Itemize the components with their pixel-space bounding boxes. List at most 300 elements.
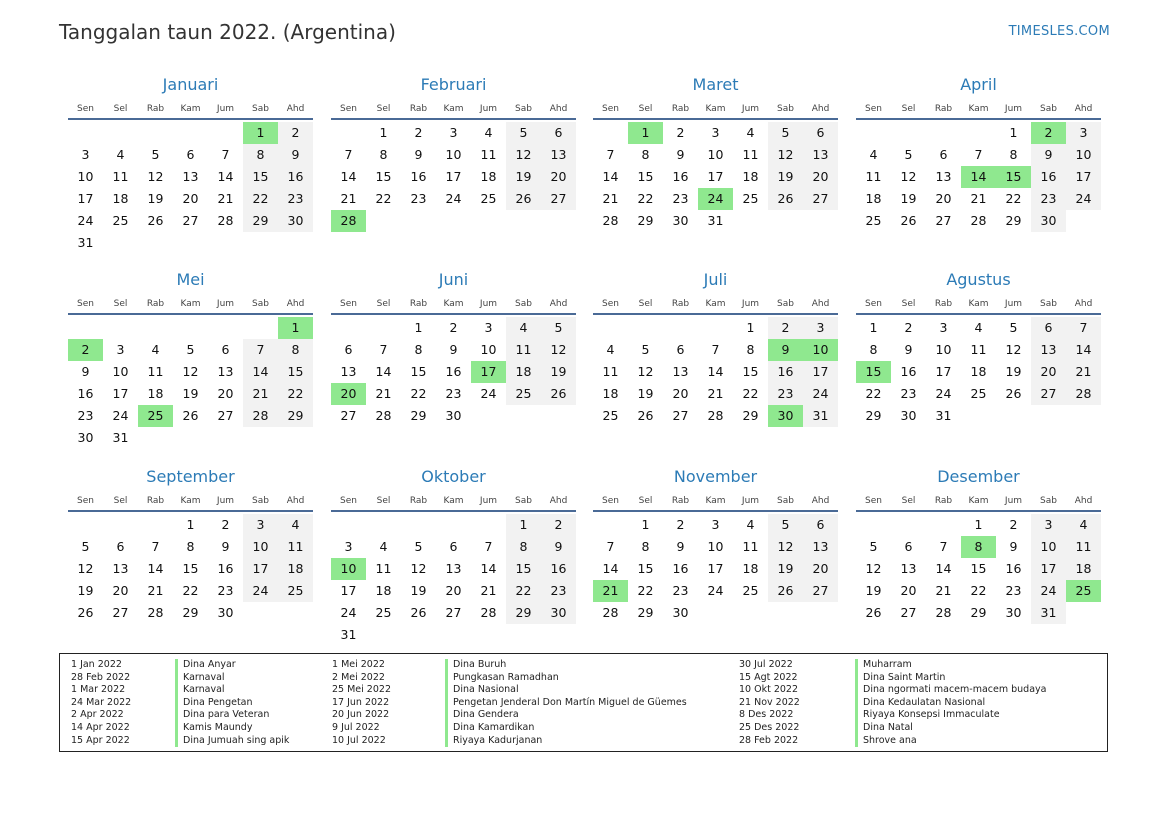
- day-cell: 26: [541, 383, 576, 405]
- week-row: [593, 361, 838, 383]
- day-cell: 20: [935, 191, 952, 206]
- day-cell: 30: [278, 210, 313, 232]
- day-cell: 28: [375, 408, 392, 423]
- day-cell: 12: [541, 339, 576, 361]
- holiday-date: 8 Des 2022: [739, 709, 794, 721]
- day-cell: 31: [340, 627, 357, 642]
- day-cell: 16: [768, 361, 803, 383]
- day-cell: 10: [480, 342, 497, 357]
- week-row: [856, 405, 1101, 427]
- day-cell: 4: [506, 317, 541, 339]
- empty-day-cell: [436, 514, 471, 536]
- day-cell: 3: [116, 342, 125, 357]
- weekday-label: Jum: [1004, 104, 1023, 114]
- day-cell: 28: [480, 605, 497, 620]
- weekday-header: [68, 295, 313, 315]
- month-april: [856, 73, 1101, 232]
- weekday-label: Sab: [777, 299, 794, 309]
- weekday-label: Sen: [340, 496, 357, 506]
- day-cell: 29: [182, 605, 199, 620]
- day-cell: 26: [900, 213, 917, 228]
- holiday-name: Dina Pengetan: [175, 697, 289, 710]
- weekday-label: Rab: [671, 299, 690, 309]
- day-cell: 15: [742, 364, 759, 379]
- day-cell: 27: [672, 408, 689, 423]
- empty-day-cell: [208, 317, 243, 339]
- weekday-label: Jum: [1004, 299, 1023, 309]
- month-name: September: [146, 467, 235, 486]
- site-link[interactable]: TIMESLES.COM: [1008, 24, 1110, 39]
- week-row: [68, 232, 313, 254]
- day-cell: 21: [480, 583, 497, 598]
- day-cell: 14: [217, 169, 234, 184]
- empty-day-cell: [506, 405, 541, 427]
- day-cell: 19: [768, 166, 803, 188]
- weekday-label: Sab: [515, 104, 532, 114]
- day-cell: 7: [243, 339, 278, 361]
- month-name: Juni: [438, 270, 469, 289]
- month-name: Desember: [937, 467, 1020, 486]
- day-cell: 28: [602, 213, 619, 228]
- day-cell: 31: [935, 408, 952, 423]
- holiday-date: 1 Jan 2022: [71, 659, 122, 670]
- day-cell: 15: [970, 561, 987, 576]
- holiday-name: Muharram: [855, 659, 1046, 672]
- week-row: [856, 339, 1101, 361]
- week-row: [331, 144, 576, 166]
- day-cell: 29: [278, 405, 313, 427]
- holiday-day-cell: 30: [768, 405, 803, 427]
- weekday-label: Sel: [901, 104, 916, 114]
- empty-day-cell: [698, 602, 733, 624]
- day-cell: 18: [506, 361, 541, 383]
- day-cell: 24: [445, 191, 462, 206]
- holiday-day-cell: 21: [593, 580, 628, 602]
- weekday-label: Sel: [113, 496, 128, 506]
- day-cell: 3: [81, 147, 90, 162]
- weekday-label: Ahd: [811, 496, 830, 506]
- weekday-header: [593, 492, 838, 512]
- day-cell: 7: [939, 539, 948, 554]
- day-cell: 8: [278, 339, 313, 361]
- day-cell: 13: [935, 169, 952, 184]
- day-cell: 15: [410, 364, 427, 379]
- day-cell: 17: [707, 561, 724, 576]
- day-cell: 17: [1031, 558, 1066, 580]
- weekday-header: [593, 100, 838, 120]
- weekday-label: Kam: [968, 299, 989, 309]
- day-cell: 29: [1005, 213, 1022, 228]
- week-row: [331, 166, 576, 188]
- weekday-label: Ahd: [811, 104, 830, 114]
- day-cell: 12: [147, 169, 164, 184]
- empty-day-cell: [138, 317, 173, 339]
- day-cell: 18: [278, 558, 313, 580]
- week-row: [68, 361, 313, 383]
- week-row: [593, 405, 838, 427]
- weekday-label: Rab: [934, 299, 953, 309]
- month-name: Maret: [692, 75, 739, 94]
- weekday-label: Sel: [638, 496, 653, 506]
- day-cell: 15: [182, 561, 199, 576]
- week-row: [68, 166, 313, 188]
- day-cell: 19: [900, 191, 917, 206]
- empty-day-cell: [663, 317, 698, 339]
- day-cell: 25: [112, 213, 129, 228]
- week-row: [331, 536, 576, 558]
- holiday-day-cell: 1: [243, 122, 278, 144]
- empty-day-cell: [138, 122, 173, 144]
- day-cell: 9: [541, 536, 576, 558]
- day-cell: 7: [484, 539, 493, 554]
- weekday-label: Kam: [705, 496, 726, 506]
- day-cell: 15: [243, 166, 278, 188]
- weekday-label: Rab: [934, 104, 953, 114]
- week-row: [593, 602, 838, 624]
- holiday-day-cell: 8: [961, 536, 996, 558]
- week-row: [593, 580, 838, 602]
- day-cell: 27: [803, 580, 838, 602]
- week-row: [68, 144, 313, 166]
- day-cell: 19: [77, 583, 94, 598]
- day-cell: 22: [637, 191, 654, 206]
- week-row: [856, 383, 1101, 405]
- empty-day-cell: [436, 210, 471, 232]
- empty-day-cell: [68, 514, 103, 536]
- day-cell: 17: [1066, 166, 1101, 188]
- weekday-header: [593, 295, 838, 315]
- day-cell: 20: [672, 386, 689, 401]
- month-agustus: [856, 268, 1101, 427]
- weekday-label: Sab: [1040, 104, 1057, 114]
- day-cell: 23: [672, 583, 689, 598]
- day-cell: 5: [904, 147, 913, 162]
- weekday-label: Sab: [252, 299, 269, 309]
- day-cell: 6: [186, 147, 195, 162]
- day-cell: 13: [112, 561, 129, 576]
- day-cell: 4: [746, 517, 755, 532]
- holiday-name: Pungkasan Ramadhan: [445, 672, 687, 685]
- empty-day-cell: [961, 405, 996, 427]
- day-cell: 14: [147, 561, 164, 576]
- weekday-label: Sen: [340, 299, 357, 309]
- week-row: [331, 514, 576, 536]
- day-cell: 16: [410, 169, 427, 184]
- day-cell: 14: [243, 361, 278, 383]
- week-row: [331, 339, 576, 361]
- day-cell: 25: [865, 213, 882, 228]
- holiday-name: Dina para Veteran: [175, 709, 289, 722]
- weekday-label: Rab: [146, 104, 165, 114]
- empty-day-cell: [173, 317, 208, 339]
- weekday-label: Ahd: [549, 299, 568, 309]
- day-cell: 2: [676, 517, 685, 532]
- day-cell: 15: [637, 561, 654, 576]
- weekday-label: Sen: [340, 104, 357, 114]
- holiday-day-cell: 25: [138, 405, 173, 427]
- day-cell: 14: [375, 364, 392, 379]
- month-name: Agustus: [946, 270, 1011, 289]
- weekday-label: Sen: [865, 104, 882, 114]
- day-cell: 10: [1066, 144, 1101, 166]
- day-cell: 26: [506, 188, 541, 210]
- weekday-label: Sel: [638, 104, 653, 114]
- weekday-label: Sen: [602, 299, 619, 309]
- day-cell: 30: [900, 408, 917, 423]
- day-cell: 25: [742, 191, 759, 206]
- day-cell: 27: [182, 213, 199, 228]
- day-cell: 19: [182, 386, 199, 401]
- day-cell: 12: [768, 536, 803, 558]
- day-cell: 8: [506, 536, 541, 558]
- day-cell: 7: [221, 147, 230, 162]
- day-cell: 3: [449, 125, 458, 140]
- day-cell: 11: [742, 147, 759, 162]
- week-row: [856, 580, 1101, 602]
- week-row: [856, 602, 1101, 624]
- holiday-name: Kamis Maundy: [175, 722, 289, 735]
- day-cell: 24: [340, 605, 357, 620]
- week-row: [856, 536, 1101, 558]
- day-cell: 2: [449, 320, 458, 335]
- day-cell: 25: [278, 580, 313, 602]
- day-cell: 5: [186, 342, 195, 357]
- holiday-name: Dina Jumuah sing apik: [175, 735, 289, 748]
- empty-day-cell: [208, 427, 243, 449]
- day-cell: 11: [278, 536, 313, 558]
- empty-day-cell: [208, 122, 243, 144]
- day-cell: 4: [869, 147, 878, 162]
- day-cell: 18: [970, 364, 987, 379]
- day-cell: 12: [182, 364, 199, 379]
- day-cell: 1: [1009, 125, 1018, 140]
- weekday-label: Ahd: [549, 104, 568, 114]
- empty-day-cell: [401, 624, 436, 646]
- day-cell: 22: [506, 580, 541, 602]
- day-cell: 5: [506, 122, 541, 144]
- week-row: [331, 188, 576, 210]
- weekday-label: Ahd: [811, 299, 830, 309]
- month-juli: [593, 268, 838, 427]
- empty-day-cell: [733, 210, 768, 232]
- empty-day-cell: [698, 317, 733, 339]
- day-cell: 30: [1005, 605, 1022, 620]
- holiday-date: 2 Mei 2022: [332, 671, 385, 683]
- day-cell: 27: [217, 408, 234, 423]
- day-cell: 18: [742, 169, 759, 184]
- weekday-label: Jum: [741, 104, 760, 114]
- holiday-date: 14 Apr 2022: [71, 721, 130, 733]
- day-cell: 11: [865, 169, 882, 184]
- day-cell: 17: [445, 169, 462, 184]
- empty-day-cell: [208, 232, 243, 254]
- day-cell: 18: [480, 169, 497, 184]
- day-cell: 24: [480, 386, 497, 401]
- empty-day-cell: [366, 624, 401, 646]
- day-cell: 23: [672, 191, 689, 206]
- day-cell: 19: [637, 386, 654, 401]
- day-cell: 18: [602, 386, 619, 401]
- weekday-label: Sen: [865, 299, 882, 309]
- day-cell: 4: [746, 125, 755, 140]
- weekday-label: Sen: [602, 104, 619, 114]
- day-cell: 21: [147, 583, 164, 598]
- holiday-date: 25 Des 2022: [739, 721, 800, 733]
- empty-day-cell: [891, 122, 926, 144]
- day-cell: 7: [606, 147, 615, 162]
- day-cell: 26: [147, 213, 164, 228]
- day-cell: 22: [970, 583, 987, 598]
- day-cell: 6: [803, 122, 838, 144]
- empty-day-cell: [856, 514, 891, 536]
- day-cell: 14: [1066, 339, 1101, 361]
- holiday-date: 21 Nov 2022: [739, 696, 800, 708]
- day-cell: 29: [637, 605, 654, 620]
- day-cell: 10: [707, 147, 724, 162]
- holiday-day-cell: 15: [856, 361, 891, 383]
- weekday-label: Jum: [741, 496, 760, 506]
- day-cell: 11: [742, 539, 759, 554]
- day-cell: 29: [970, 605, 987, 620]
- holiday-name: Pengetan Jenderal Don Martín Miguel de Güemes: [445, 697, 687, 710]
- holiday-day-cell: 9: [768, 339, 803, 361]
- holiday-date: 10 Okt 2022: [739, 684, 799, 696]
- day-cell: 22: [1005, 191, 1022, 206]
- month-november: [593, 465, 838, 624]
- day-cell: 17: [112, 386, 129, 401]
- day-cell: 18: [1066, 558, 1101, 580]
- weekday-label: Kam: [968, 104, 989, 114]
- day-cell: 17: [707, 169, 724, 184]
- holiday-date: 9 Jul 2022: [332, 721, 380, 733]
- holiday-name: Dina ngormati macem-macem budaya: [855, 684, 1046, 697]
- day-cell: 21: [602, 191, 619, 206]
- month-name: Oktober: [421, 467, 486, 486]
- day-cell: 27: [935, 213, 952, 228]
- day-cell: 9: [676, 539, 685, 554]
- empty-day-cell: [331, 514, 366, 536]
- empty-day-cell: [471, 514, 506, 536]
- weekday-label: Ahd: [1074, 104, 1093, 114]
- day-cell: 6: [803, 514, 838, 536]
- holiday-date: 30 Jul 2022: [739, 659, 793, 670]
- day-cell: 16: [672, 169, 689, 184]
- day-cell: 16: [278, 166, 313, 188]
- weekday-label: Sab: [1040, 299, 1057, 309]
- day-cell: 3: [243, 514, 278, 536]
- day-cell: 9: [221, 539, 230, 554]
- day-cell: 23: [768, 383, 803, 405]
- legend-col-3-dates: [739, 659, 800, 747]
- day-cell: 18: [375, 583, 392, 598]
- empty-day-cell: [926, 122, 961, 144]
- weekday-label: Sab: [515, 496, 532, 506]
- day-cell: 30: [217, 605, 234, 620]
- day-cell: 9: [449, 342, 458, 357]
- empty-day-cell: [768, 602, 803, 624]
- week-row: [593, 514, 838, 536]
- day-cell: 10: [445, 147, 462, 162]
- weekday-label: Sel: [113, 104, 128, 114]
- day-cell: 6: [1031, 317, 1066, 339]
- weekday-header: [331, 295, 576, 315]
- weekday-label: Rab: [671, 104, 690, 114]
- week-row: [856, 558, 1101, 580]
- week-row: [593, 536, 838, 558]
- day-cell: 6: [676, 342, 685, 357]
- day-cell: 7: [606, 539, 615, 554]
- week-row: [68, 536, 313, 558]
- holiday-day-cell: 1: [278, 317, 313, 339]
- day-cell: 20: [445, 583, 462, 598]
- week-row: [68, 210, 313, 232]
- week-row: [856, 210, 1101, 232]
- day-cell: 17: [935, 364, 952, 379]
- week-row: [68, 317, 313, 339]
- day-cell: 4: [278, 514, 313, 536]
- weekday-label: Jum: [479, 299, 498, 309]
- holiday-date: 15 Agt 2022: [739, 671, 798, 683]
- empty-day-cell: [471, 405, 506, 427]
- empty-day-cell: [1066, 405, 1101, 427]
- holiday-name: Karnaval: [175, 684, 289, 697]
- day-cell: 1: [186, 517, 195, 532]
- day-cell: 22: [182, 583, 199, 598]
- empty-day-cell: [173, 122, 208, 144]
- holiday-date: 28 Feb 2022: [71, 671, 131, 683]
- day-cell: 21: [217, 191, 234, 206]
- day-cell: 16: [217, 561, 234, 576]
- day-cell: 20: [803, 558, 838, 580]
- weekday-label: Rab: [409, 299, 428, 309]
- day-cell: 26: [865, 605, 882, 620]
- day-cell: 29: [637, 213, 654, 228]
- day-cell: 25: [375, 605, 392, 620]
- weekday-label: Sel: [638, 299, 653, 309]
- day-cell: 12: [410, 561, 427, 576]
- empty-day-cell: [768, 210, 803, 232]
- day-cell: 21: [970, 191, 987, 206]
- day-cell: 2: [904, 320, 913, 335]
- day-cell: 4: [1066, 514, 1101, 536]
- week-row: [331, 558, 576, 580]
- day-cell: 30: [77, 430, 94, 445]
- week-row: [68, 514, 313, 536]
- weekday-label: Sel: [901, 299, 916, 309]
- day-cell: 8: [414, 342, 423, 357]
- day-cell: 19: [506, 166, 541, 188]
- weekday-label: Sen: [77, 496, 94, 506]
- holiday-date: 2 Apr 2022: [71, 709, 124, 721]
- day-cell: 24: [803, 383, 838, 405]
- day-cell: 10: [243, 536, 278, 558]
- day-cell: 7: [974, 147, 983, 162]
- empty-day-cell: [593, 317, 628, 339]
- day-cell: 8: [379, 147, 388, 162]
- day-cell: 7: [711, 342, 720, 357]
- empty-day-cell: [1066, 602, 1101, 624]
- day-cell: 30: [1031, 210, 1066, 232]
- day-cell: 20: [217, 386, 234, 401]
- holiday-day-cell: 2: [1031, 122, 1066, 144]
- empty-day-cell: [733, 602, 768, 624]
- day-cell: 21: [1066, 361, 1101, 383]
- day-cell: 2: [541, 514, 576, 536]
- day-cell: 28: [935, 605, 952, 620]
- day-cell: 22: [243, 188, 278, 210]
- empty-day-cell: [541, 405, 576, 427]
- day-cell: 26: [1005, 386, 1022, 401]
